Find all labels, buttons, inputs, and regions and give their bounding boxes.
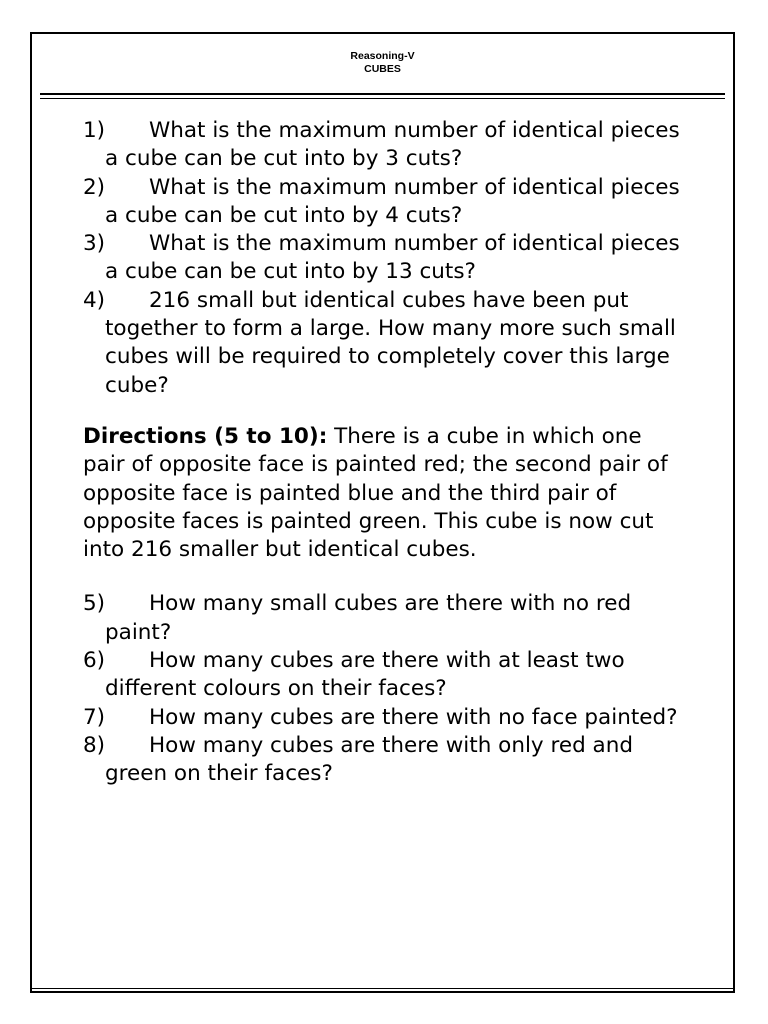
frame-bottom-rule xyxy=(32,988,733,989)
header-rule-bottom xyxy=(40,98,725,99)
page-header xyxy=(32,50,733,76)
directions-paragraph xyxy=(83,423,683,564)
question-item xyxy=(83,287,683,400)
question-number: 3) xyxy=(83,231,106,257)
question-item xyxy=(83,732,683,789)
question-number: 8) xyxy=(83,732,106,758)
question-item xyxy=(83,704,683,732)
question-list-1 xyxy=(83,117,683,400)
directions-label: Directions (5 to 10): xyxy=(83,423,328,449)
worksheet-content xyxy=(83,117,683,789)
question-number: 5) xyxy=(83,591,106,617)
question-item xyxy=(83,117,683,174)
question-item xyxy=(83,590,683,647)
question-text: How many cubes are there with at least two different colours on their faces? xyxy=(105,648,625,702)
question-item xyxy=(83,174,683,231)
question-item xyxy=(83,647,683,704)
question-text: How many small cubes are there with no red paint? xyxy=(105,591,632,645)
question-item xyxy=(83,230,683,287)
question-number: 4) xyxy=(83,287,106,313)
question-number: 7) xyxy=(83,704,106,730)
header-rule-top xyxy=(40,93,725,95)
question-text: 216 small but identical cubes have been put together to form a large. How many more such small cubes will be required to completely cover this large cube? xyxy=(105,287,676,398)
directions-text: There is a cube in which one pair of opposite face is painted red; the second pair of opposite face is painted blue and the third pair of opposite faces is painted green. This cube is now cut into 216 smaller but identical cubes. xyxy=(83,423,668,563)
question-text: How many cubes are there with no face painted? xyxy=(149,704,678,730)
question-list-2 xyxy=(83,590,683,788)
question-text: What is the maximum number of identical pieces a cube can be cut into by 3 cuts? xyxy=(105,118,680,172)
question-number: 6) xyxy=(83,648,106,674)
question-text: What is the maximum number of identical pieces a cube can be cut into by 4 cuts? xyxy=(105,174,680,228)
question-number: 2) xyxy=(83,174,106,200)
question-text: What is the maximum number of identical pieces a cube can be cut into by 13 cuts? xyxy=(105,231,680,285)
header-topic: CUBES xyxy=(364,63,401,75)
header-subject: Reasoning-V xyxy=(350,50,415,62)
question-text: How many cubes are there with only red and green on their faces? xyxy=(105,732,634,787)
question-number: 1) xyxy=(83,118,106,143)
